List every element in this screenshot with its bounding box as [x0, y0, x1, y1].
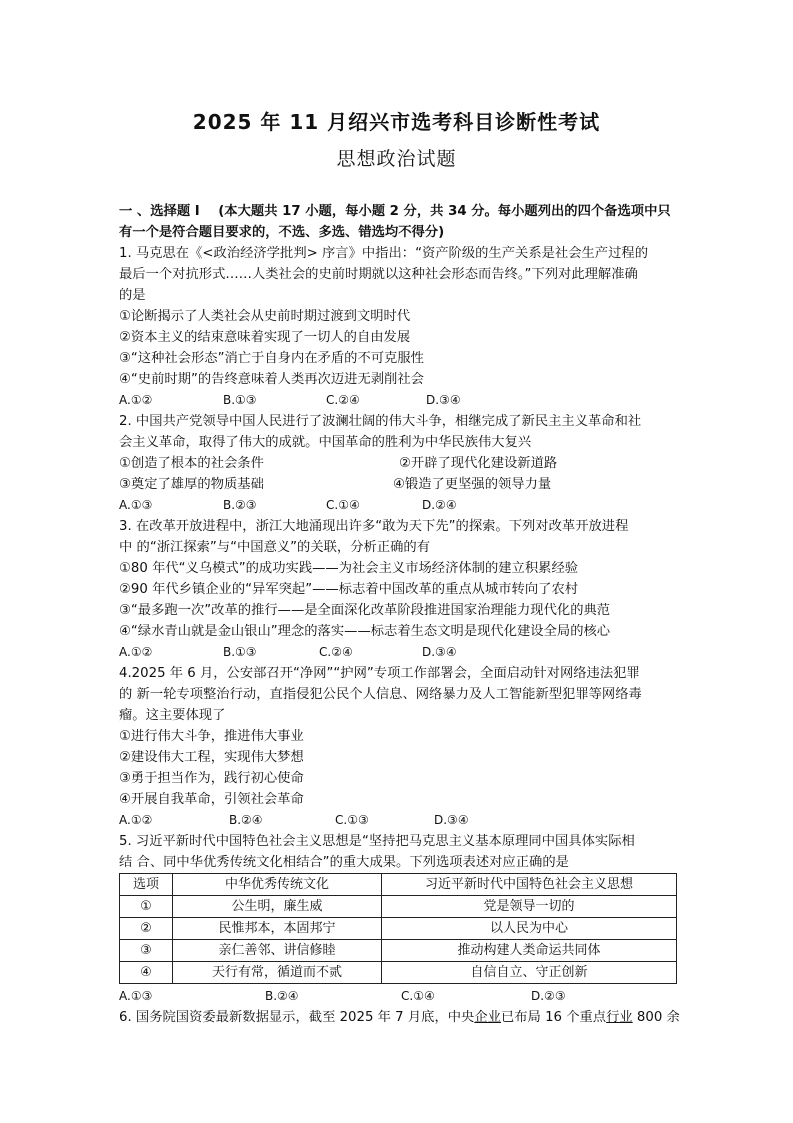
q4-option-d: D.③④ — [434, 813, 469, 827]
q4-option-a: A.①② — [119, 813, 153, 827]
q4-stem-2: 的 新一轮专项整治行动，直指侵犯公民个人信息、网络暴力及人工智能新型犯罪等网络毒 — [119, 687, 642, 702]
table-cell: 以人民为中心 — [382, 918, 677, 940]
q1-stem-2: 最后一个对抗形式……人类社会的史前时期就以这种社会形态而告终。”下列对此理解准确 — [119, 267, 638, 282]
q6-stem-1 — [119, 1007, 680, 1028]
q1-option-a: A.①② — [119, 393, 153, 407]
q6-text-underlined: 企业 — [474, 1010, 501, 1025]
q3-statement-2: ②90 年代乡镇企业的“异军突起”——标志着中国改革的重点从城市转向了农村 — [119, 582, 579, 597]
q4-statement-2: ②建设伟大工程，实现伟大梦想 — [119, 750, 304, 765]
q2-option-a: A.①③ — [119, 498, 153, 512]
q3-stem-2: 中 的“浙江探索”与“中国意义”的关联，分析正确的有 — [119, 540, 431, 555]
table-header-row — [120, 874, 677, 896]
q1-option-b: B.①③ — [223, 393, 257, 407]
q4-stem-1: 4.2025 年 6 月，公安部召开“净网”“护网”专项工作部署会，全面启动针对网络违法犯罪 — [119, 666, 640, 681]
section-desc-2: 有一个是符合题目要求的，不选、多选、错选均不得分) — [119, 225, 445, 240]
table-cell: ③ — [120, 940, 173, 962]
table-header: 选项 — [120, 874, 173, 896]
table-cell: 亲仁善邻、讲信修睦 — [173, 940, 382, 962]
q5-stem-1: 5. 习近平新时代中国特色社会主义思想是“坚持把马克思主义基本原理同中国具体实际相 — [119, 834, 635, 849]
q2-option-b: B.②③ — [223, 498, 257, 512]
q1-options — [119, 390, 675, 411]
q2-options — [119, 495, 675, 516]
q1-option-d: D.③④ — [426, 393, 461, 407]
table-row — [120, 962, 677, 984]
q3-option-c: C.②④ — [319, 645, 353, 659]
q2-statement-1: ①创造了根本的社会条件 — [119, 456, 264, 471]
q4-options — [119, 810, 675, 831]
table-header: 习近平新时代中国特色社会主义思想 — [382, 874, 677, 896]
q2-statements-row-2 — [119, 474, 675, 495]
q3-stem-1: 3. 在改革开放进程中，浙江大地涌现出许多“敢为天下先”的探索。下列对改革开放进程 — [119, 519, 629, 534]
section-heading — [119, 201, 675, 222]
q5-table — [119, 873, 677, 984]
q1-statement-4: ④“史前时期”的告终意味着人类再次迈进无剥削社会 — [119, 372, 424, 387]
q2-stem-1: 2. 中国共产党领导中国人民进行了波澜壮阔的伟大斗争，相继完成了新民主主义革命和社 — [119, 414, 642, 429]
q3-option-d: D.③④ — [422, 645, 457, 659]
q2-stem-2: 会主义革命，取得了伟大的成就。中国革命的胜利为中华民族伟大复兴 — [119, 435, 532, 450]
table-cell: 民惟邦本，本固邦宁 — [173, 918, 382, 940]
table-cell: 党是领导一切的 — [382, 896, 677, 918]
q1-option-c: C.②④ — [326, 393, 360, 407]
q4-statement-4: ④开展自我革命，引领社会革命 — [119, 792, 304, 807]
q3-statement-4: ④“绿水青山就是金山银山”理念的落实——标志着生态文明是现代化建设全局的核心 — [119, 624, 611, 639]
question-content — [119, 201, 680, 1028]
table-row — [120, 918, 677, 940]
q4-option-b: B.②④ — [229, 813, 263, 827]
q3-options — [119, 642, 675, 663]
q5-option-a: A.①③ — [119, 989, 153, 1003]
section-label: 一 、选择题 I — [119, 204, 200, 219]
q5-option-b: B.②④ — [265, 989, 299, 1003]
q5-option-c: C.①④ — [401, 989, 435, 1003]
q1-statement-2: ②资本主义的结束意味着实现了一切人的自由发展 — [119, 330, 411, 345]
q5-options — [119, 986, 675, 1007]
q1-stem-3: 的是 — [119, 288, 146, 303]
q2-statements-row-1 — [119, 453, 675, 474]
q4-stem-3: 瘤。这主要体现了 — [119, 708, 226, 723]
q1-statement-1: ①论断揭示了人类社会从史前时期过渡到文明时代 — [119, 309, 411, 324]
q6-text-mid: 已布局 16 个重点 — [500, 1010, 607, 1025]
table-cell: 自信自立、守正创新 — [382, 962, 677, 984]
q5-stem-2: 结 合、同中华优秀传统文化相结合”的重大成果。下列选项表述对应正确的是 — [119, 855, 569, 870]
q4-option-c: C.①③ — [335, 813, 369, 827]
q2-statement-2: ②开辟了现代化建设新道路 — [399, 456, 558, 471]
q1-stem-1: 1. 马克思在《<政治经济学批判> 序言》中指出：“资产阶级的生产关系是社会生产过程的 — [119, 246, 648, 261]
q2-option-d: D.②④ — [422, 498, 457, 512]
q6-text-underlined-2: 行业 — [606, 1010, 633, 1025]
q3-option-a: A.①② — [119, 645, 153, 659]
exam-title: 2025 年 11 月绍兴市选考科目诊断性考试 — [192, 110, 601, 134]
table-cell: ④ — [120, 962, 173, 984]
section-desc-1: (本大题共 17 小题，每小题 2 分，共 34 分。每小题列出的四个备选项中只 — [218, 204, 671, 219]
q6-text-pre: 6. 国务院国资委最新数据显示，截至 2025 年 7 月底，中央 — [119, 1010, 475, 1025]
q4-statement-1: ①进行伟大斗争，推进伟大事业 — [119, 729, 304, 744]
q3-statement-1: ①80 年代“义乌模式”的成功实践——为社会主义市场经济体制的建立积累经验 — [119, 561, 579, 576]
table-cell: 公生明，廉生威 — [173, 896, 382, 918]
q2-statement-4: ④锻造了更坚强的领导力量 — [393, 477, 552, 492]
exam-subtitle: 思想政治试题 — [336, 148, 457, 170]
table-cell: ② — [120, 918, 173, 940]
table-cell: 推动构建人类命运共同体 — [382, 940, 677, 962]
q5-option-d: D.②③ — [531, 989, 566, 1003]
table-header: 中华优秀传统文化 — [173, 874, 382, 896]
q3-statement-3: ③“最多跑一次”改革的推行——是全面深化改革阶段推进国家治理能力现代化的典范 — [119, 603, 611, 618]
table-cell: 天行有常，循道而不贰 — [173, 962, 382, 984]
q6-text-post: 800 余 — [632, 1010, 680, 1025]
table-row — [120, 896, 677, 918]
q1-statement-3: ③“这种社会形态”消亡于自身内在矛盾的不可克服性 — [119, 351, 424, 366]
q2-option-c: C.①④ — [326, 498, 360, 512]
table-row — [120, 940, 677, 962]
table-cell: ① — [120, 896, 173, 918]
q4-statement-3: ③勇于担当作为，践行初心使命 — [119, 771, 304, 786]
q2-statement-3: ③奠定了雄厚的物质基础 — [119, 477, 264, 492]
q3-option-b: B.①③ — [223, 645, 257, 659]
